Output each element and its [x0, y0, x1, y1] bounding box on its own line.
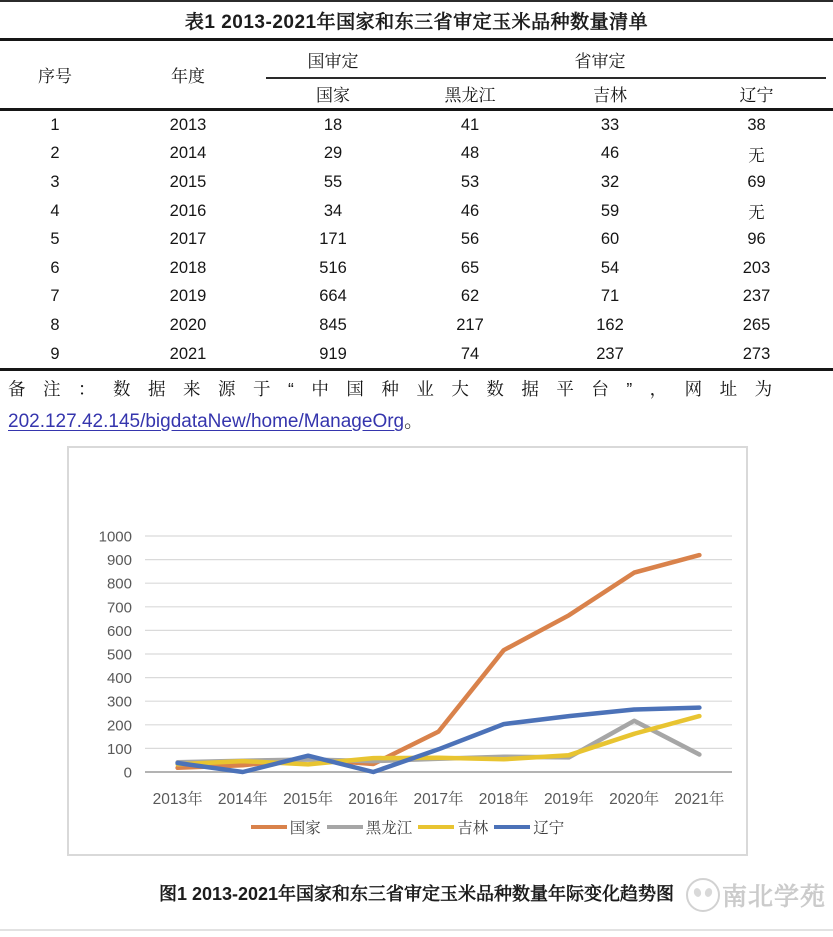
table-cell: 2017	[169, 230, 207, 249]
table-cell: 919	[319, 344, 347, 363]
table-cell: 2016	[169, 201, 207, 220]
y-axis-tick-labels	[99, 529, 132, 782]
table-cell: 55	[323, 172, 343, 191]
bottom-divider	[0, 929, 833, 931]
table-cell: 237	[742, 287, 771, 306]
watermark-text: 南北学苑	[722, 883, 827, 911]
svg-text:2021年: 2021年	[674, 791, 725, 808]
table-body	[0, 111, 833, 368]
table-title: 表1 2013-2021年国家和东三省审定玉米品种数量清单	[184, 12, 649, 33]
svg-text:200: 200	[106, 717, 132, 735]
table-cell: 237	[596, 344, 624, 363]
table-cell: 无	[748, 204, 765, 223]
svg-text:500: 500	[106, 646, 132, 664]
table-cell: 74	[460, 344, 480, 363]
svg-text:2015年: 2015年	[283, 791, 334, 808]
table-cell: 46	[460, 201, 480, 220]
table-cell: 65	[460, 258, 480, 277]
legend-item	[494, 816, 564, 838]
table-cell: 2020	[169, 315, 207, 334]
table-cell: 845	[319, 315, 347, 334]
approval-table	[0, 38, 833, 371]
table-cell: 60	[600, 230, 620, 249]
svg-text:2019年: 2019年	[543, 791, 594, 808]
note-period: 。	[404, 411, 424, 432]
table-cell: 38	[747, 115, 766, 134]
table-cell: 273	[742, 344, 771, 363]
table-cell: 2018	[169, 258, 207, 277]
legend-label: 吉林	[457, 820, 489, 837]
table-cell: 34	[323, 201, 343, 220]
table-cell: 59	[600, 201, 620, 220]
table-cell: 2019	[169, 287, 207, 306]
svg-text:2016年: 2016年	[348, 791, 399, 808]
svg-text:0: 0	[123, 764, 132, 782]
table-row	[0, 225, 833, 254]
table-cell: 2	[50, 144, 60, 163]
table-cell: 4	[50, 201, 60, 220]
header-jilin: 吉林	[593, 86, 627, 105]
top-divider	[0, 0, 833, 2]
header-national: 国家	[316, 86, 350, 105]
table-cell: 2021	[169, 344, 207, 363]
svg-text:1000: 1000	[98, 528, 132, 546]
legend-label: 国家	[289, 820, 321, 837]
header-heilongjiang: 黑龙江	[444, 86, 496, 105]
table-cell: 46	[600, 144, 620, 163]
svg-text:2017年: 2017年	[413, 791, 464, 808]
header-provincial-approval-group: 省审定	[574, 51, 626, 71]
table-cell: 8	[50, 315, 60, 334]
svg-text:600: 600	[106, 622, 132, 640]
table-bottom-border	[0, 368, 833, 371]
table-cell: 29	[323, 144, 343, 163]
legend-label: 辽宁	[533, 820, 565, 837]
table-row	[0, 140, 833, 169]
svg-text:2013年: 2013年	[152, 791, 203, 808]
legend-line-marker	[251, 825, 287, 830]
svg-text:100: 100	[106, 740, 132, 758]
legend-item	[418, 816, 488, 838]
table-row	[0, 340, 833, 369]
table-row	[0, 111, 833, 140]
table-row	[0, 197, 833, 226]
table-cell: 162	[596, 315, 624, 334]
table-cell: 7	[50, 287, 60, 306]
line-chart-canvas	[69, 448, 746, 854]
table-cell: 48	[460, 144, 480, 163]
svg-text:900: 900	[106, 552, 132, 570]
table-cell: 32	[600, 172, 620, 191]
svg-text:2018年: 2018年	[478, 791, 529, 808]
svg-text:2020年: 2020年	[609, 791, 660, 808]
table-cell: 2013	[169, 115, 207, 134]
svg-text:800: 800	[106, 575, 132, 593]
header-serial: 序号	[38, 67, 72, 86]
table-cell: 1	[50, 115, 60, 134]
table-cell: 69	[747, 172, 766, 191]
svg-text:300: 300	[106, 693, 132, 711]
legend-line-marker	[418, 825, 454, 830]
table-cell: 2014	[169, 144, 207, 163]
table-cell: 71	[600, 287, 620, 306]
header-year: 年度	[171, 67, 205, 86]
legend-item	[327, 816, 413, 838]
header-liaoning: 辽宁	[739, 86, 774, 105]
legend-label: 黑龙江	[365, 820, 413, 837]
table-cell: 33	[600, 115, 620, 134]
table-cell: 516	[319, 258, 347, 277]
watermark-logo-icon	[686, 878, 720, 912]
legend-line-marker	[327, 825, 363, 830]
table-cell: 2015	[169, 172, 207, 191]
table-cell: 171	[319, 230, 347, 249]
table-cell: 5	[50, 230, 60, 249]
watermark	[686, 874, 833, 916]
svg-text:700: 700	[106, 599, 132, 617]
table-row	[0, 168, 833, 197]
svg-text:400: 400	[106, 670, 132, 688]
data-source-link[interactable]: 202.127.42.145/bigdataNew/home/ManageOrg	[8, 411, 405, 432]
table-cell: 6	[50, 258, 60, 277]
table-cell: 664	[319, 287, 347, 306]
legend-line-marker	[494, 825, 530, 830]
table-cell: 53	[460, 172, 480, 191]
legend-item	[251, 816, 321, 838]
series-line-2	[178, 716, 700, 764]
table-cell: 62	[460, 287, 480, 306]
table-row	[0, 311, 833, 340]
figure-caption: 图1 2013-2021年国家和东三省审定玉米品种数量年际变化趋势图	[158, 884, 675, 904]
table-cell: 56	[460, 230, 480, 249]
table-note	[8, 376, 825, 433]
table-cell: 3	[50, 172, 60, 191]
table-cell: 18	[323, 115, 343, 134]
table-cell: 9	[50, 344, 60, 363]
table-cell: 265	[742, 315, 771, 334]
header-national-approval-group: 国审定	[307, 51, 359, 71]
x-axis-tick-labels	[153, 789, 725, 808]
note-text: 备注：数据来源于“中国种业大数据平台”，网址为	[8, 379, 790, 399]
svg-text:2014年: 2014年	[217, 791, 268, 808]
table-cell: 217	[456, 315, 484, 334]
chart-legend	[69, 814, 746, 840]
table-cell: 无	[748, 146, 765, 165]
figure-line-chart	[67, 446, 748, 856]
table-cell: 96	[747, 230, 766, 249]
table-cell: 203	[742, 258, 771, 277]
note-url-line	[8, 406, 825, 433]
table-cell: 41	[460, 115, 480, 134]
table-row	[0, 283, 833, 312]
table-row	[0, 254, 833, 283]
table-cell: 54	[600, 258, 620, 277]
